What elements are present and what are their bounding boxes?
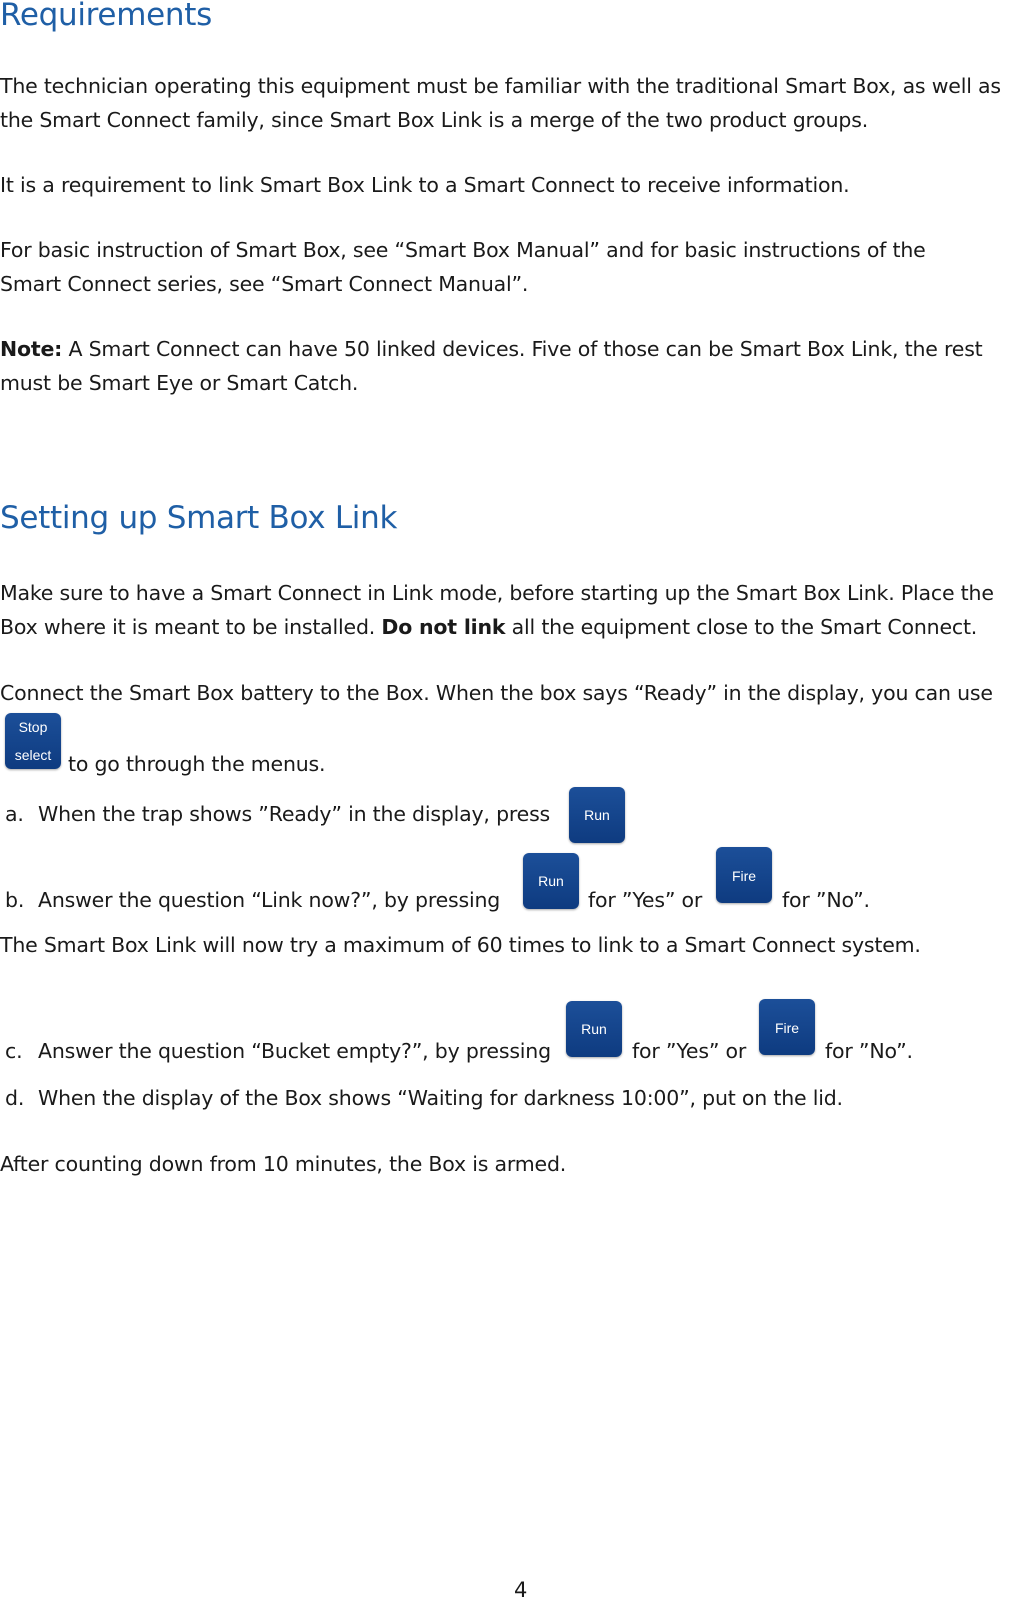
note-text: A Smart Connect can have 50 linked devices. Five of those can be Smart Box Link, the rest must be Smart Eye or Smart Catch. xyxy=(0,337,983,395)
run-key-label: Run xyxy=(584,807,610,823)
step-c-text: Answer the question “Bucket empty?”, by pressing xyxy=(38,1039,551,1063)
run-key-label: Run xyxy=(538,873,564,889)
step-a-label: a. xyxy=(5,802,24,826)
requirements-paragraph-2: It is a requirement to link Smart Box Link to a Smart Connect to receive information. xyxy=(0,173,850,197)
requirements-note xyxy=(0,332,1010,400)
setup-intro xyxy=(0,576,1000,644)
fire-key-label: Fire xyxy=(731,868,757,884)
battery-instruction: Connect the Smart Box battery to the Box. When the box says “Ready” in the display, you can use xyxy=(0,681,993,705)
stop-key-label-2: select xyxy=(14,747,52,763)
fire-key-icon xyxy=(716,847,772,903)
stop-select-key-icon xyxy=(5,713,61,769)
armed-text: After counting down from 10 minutes, the Box is armed. xyxy=(0,1152,567,1176)
step-b-label: b. xyxy=(5,888,25,912)
step-c-label: c. xyxy=(5,1039,23,1063)
do-not-link-emphasis: Do not link xyxy=(381,615,506,639)
fire-key-label: Fire xyxy=(774,1020,800,1036)
step-c-no-text: for ”No”. xyxy=(825,1039,913,1063)
link-attempts-text: The Smart Box Link will now try a maximum of 60 times to link to a Smart Connect system. xyxy=(0,933,921,957)
requirements-heading: Requirements xyxy=(0,0,212,33)
step-d-text: When the display of the Box shows “Waiting for darkness 10:00”, put on the lid. xyxy=(38,1086,843,1110)
menus-instruction: to go through the menus. xyxy=(68,752,326,776)
run-key-icon xyxy=(523,853,579,909)
run-key-label: Run xyxy=(581,1021,607,1037)
setup-intro-part-1: Make sure to have a Smart Connect in Link mode, before starting up the Smart Box Link. Place the Box where it is meant to be installed. xyxy=(0,581,994,639)
stop-key-label-1: Stop xyxy=(18,719,48,735)
step-b-yes-text: for ”Yes” or xyxy=(588,888,703,912)
step-a-text: When the trap shows ”Ready” in the display, press xyxy=(38,802,551,826)
page-number: 4 xyxy=(514,1578,528,1602)
note-label: Note: xyxy=(0,337,63,361)
requirements-paragraph-3: For basic instruction of Smart Box, see “Smart Box Manual” and for basic instructions of the Smart Connect series, see “Smart Connect Manual”. xyxy=(0,238,926,296)
step-c-yes-text: for ”Yes” or xyxy=(632,1039,747,1063)
step-b-text: Answer the question “Link now?”, by pressing xyxy=(38,888,501,912)
step-b-no-text: for ”No”. xyxy=(782,888,870,912)
setup-intro-part-2: all the equipment close to the Smart Connect. xyxy=(505,615,978,639)
run-key-icon xyxy=(566,1001,622,1057)
fire-key-icon xyxy=(759,999,815,1055)
step-d-label: d. xyxy=(5,1086,25,1110)
setup-heading: Setting up Smart Box Link xyxy=(0,500,398,536)
run-key-icon xyxy=(569,787,625,843)
requirements-paragraph-1: The technician operating this equipment must be familiar with the traditional Smart Box, as well as the Smart Connect family, since Smart Box Link is a merge of the two product groups. xyxy=(0,74,1001,132)
